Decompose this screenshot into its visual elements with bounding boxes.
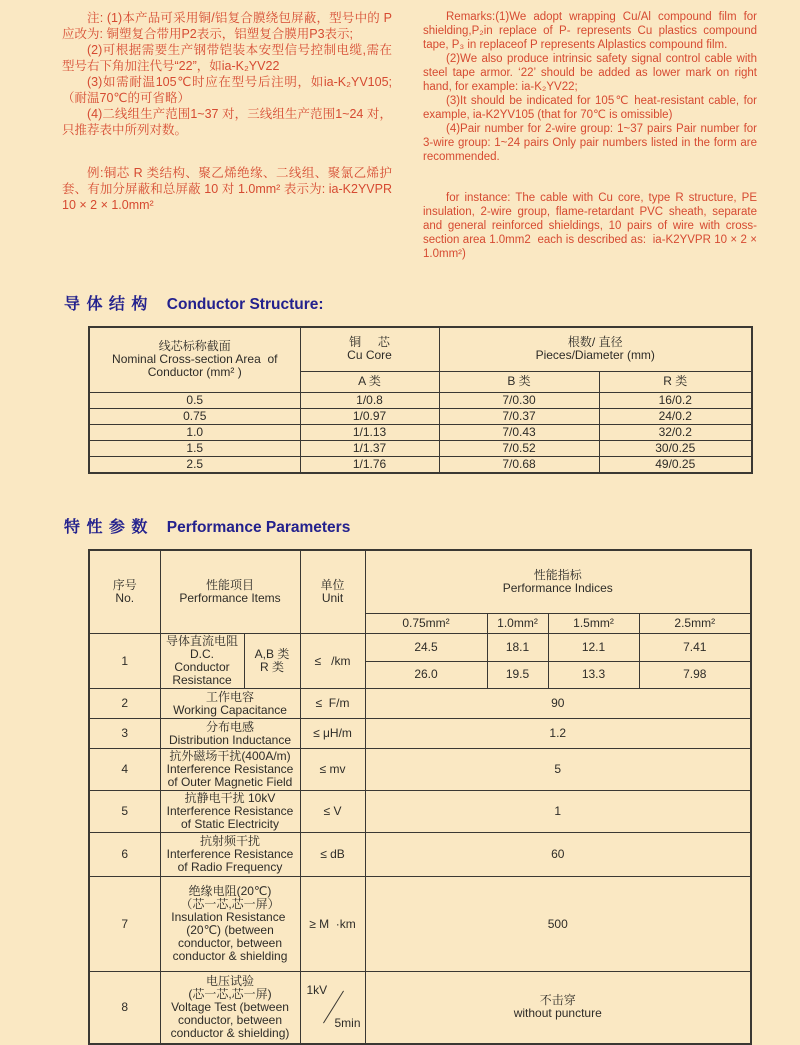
unit-cell: ≤ V bbox=[300, 791, 365, 833]
item-en: Interference Resistance of Radio Frequency bbox=[166, 847, 294, 874]
indices-header-cn: 性能指标 bbox=[533, 567, 582, 582]
conductor-structure-table bbox=[88, 326, 753, 474]
no-header-en: No. bbox=[115, 590, 135, 605]
conductor-structure-title-cn: 导 体 结 构 bbox=[64, 296, 149, 313]
item-en: Interference Resistance of Outer Magnetic Field bbox=[166, 762, 294, 789]
performance-parameters-title-en: Performance Parameters bbox=[166, 518, 351, 536]
unit-cell bbox=[300, 972, 365, 1044]
cu-core-header-cell bbox=[300, 327, 439, 371]
value-cell: 12.1 bbox=[548, 634, 639, 662]
items-header-cell bbox=[160, 550, 300, 634]
pieces-diameter-en: Pieces/Diameter (mm) bbox=[535, 348, 655, 363]
table-row bbox=[89, 791, 751, 833]
pieces-diameter-cn: 根数/ 直径 bbox=[567, 335, 623, 350]
fraction-numerator: 1kV bbox=[306, 983, 328, 998]
items-header-en: Performance Items bbox=[179, 590, 281, 605]
table-row bbox=[89, 689, 751, 719]
table-row bbox=[89, 833, 751, 877]
no-header-cell bbox=[89, 550, 160, 634]
item-cn: 绝缘电阻(20℃) bbox=[188, 884, 272, 898]
table-row bbox=[89, 424, 752, 440]
no-cell: 5 bbox=[89, 791, 160, 833]
value-cn: 不击穿 bbox=[539, 993, 576, 1008]
item-cell bbox=[160, 689, 300, 719]
value-cell: 7.98 bbox=[639, 661, 751, 689]
conductor-header-row-1 bbox=[89, 327, 752, 371]
table-row bbox=[89, 877, 751, 972]
no-header-cn: 序号 bbox=[112, 577, 137, 592]
performance-parameters-table bbox=[88, 549, 752, 1045]
remark-cn-3: (3)如需耐温105℃时应在型号后注明，如ia-K₂YV105;（耐温70℃的可省略） bbox=[62, 75, 392, 105]
remark-en-2: (2)We also produce intrinsic safety signal control cable with steel tape armor. ‘22’ should be added as lower mark on right hand, for example: ia-K₂YV22; bbox=[423, 53, 757, 93]
table-row bbox=[89, 749, 751, 791]
value-cell: 90 bbox=[365, 689, 751, 719]
value-cell bbox=[365, 972, 751, 1044]
indices-header-cell bbox=[365, 550, 751, 614]
size-column-header: 0.75mm² bbox=[365, 614, 487, 634]
class-b-header: B 类 bbox=[439, 371, 599, 392]
voltage-unit-fraction bbox=[303, 979, 363, 1035]
no-cell: 4 bbox=[89, 749, 160, 791]
remark-cn-example: 例:铜芯 R 类结构、聚乙烯绝缘、二线组、聚氯乙烯护套、有加分屏蔽和总屏蔽 10 对 1.0mm² 表示为: ia-K2YVPR 10 × 2 × 1.0mm² bbox=[62, 166, 392, 212]
conductor-structure-heading bbox=[64, 291, 800, 314]
pieces-diameter-header-cell bbox=[439, 327, 752, 371]
class-r-cell: 30/0.25 bbox=[599, 440, 752, 456]
unit-cell: ≤ dB bbox=[300, 833, 365, 877]
fraction-denominator: 5min bbox=[334, 1016, 361, 1031]
size-cell: 0.75 bbox=[89, 408, 300, 424]
remark-en-1: Remarks:(1)We adopt wrapping Cu/Al compound film for shielding,P₂in replace of P- represents Cu plastics compound tape, P₃ in replaceof P represents Alplastics compound film. bbox=[423, 11, 757, 51]
value-cell: 5 bbox=[365, 749, 751, 791]
value-cell: 26.0 bbox=[365, 661, 487, 689]
remarks-section bbox=[0, 0, 800, 261]
item-cn: 工作电容 bbox=[205, 689, 254, 704]
cu-core-en: Cu Core bbox=[347, 348, 392, 363]
class-b-cell: 7/0.37 bbox=[439, 408, 599, 424]
class-a-header: A 类 bbox=[300, 371, 439, 392]
value-cell: 13.3 bbox=[548, 661, 639, 689]
class-r-label: R 类 bbox=[259, 660, 284, 674]
item-en: Working Capacitance bbox=[173, 702, 287, 717]
remark-en-3: (3)It should be indicated for 105℃ heat-resistant cable, for example, ia-K2YV105 (that for 70℃ is omissible) bbox=[423, 95, 757, 121]
no-cell: 1 bbox=[89, 634, 160, 689]
nominal-area-en-1: Nominal Cross-section Area of bbox=[112, 352, 278, 367]
item-en: D.C. Conductor Resistance bbox=[172, 647, 232, 687]
remark-cn-2: (2)可根据需要生产钢带铠装本安型信号控制电缆,需在型号右下角加注代号“22”，如ia-K₂YV22 bbox=[62, 43, 392, 73]
unit-header-cn: 单位 bbox=[320, 577, 345, 592]
unit-cell: ≤ μH/m bbox=[300, 719, 365, 749]
class-a-cell: 1/0.97 bbox=[300, 408, 439, 424]
class-a-cell: 1/1.76 bbox=[300, 456, 439, 473]
item-cell bbox=[160, 877, 300, 972]
no-cell: 8 bbox=[89, 972, 160, 1044]
no-cell: 7 bbox=[89, 877, 160, 972]
size-cell: 1.5 bbox=[89, 440, 300, 456]
table-row bbox=[89, 456, 752, 473]
item-cell bbox=[160, 749, 300, 791]
table-row bbox=[89, 392, 752, 408]
remark-en-4: (4)Pair number for 2-wire group: 1~37 pairs Pair number for 3-wire group: 1~24 pairs Only pair numbers listed in the form are recommended. bbox=[423, 123, 757, 163]
class-r-cell: 32/0.2 bbox=[599, 424, 752, 440]
unit-cell: ≥ M ·km bbox=[300, 877, 365, 972]
unit-cell: ≤ /km bbox=[300, 634, 365, 689]
size-cell: 1.0 bbox=[89, 424, 300, 440]
items-header-cn: 性能项目 bbox=[205, 577, 254, 592]
item-cell bbox=[160, 634, 244, 689]
value-en: without puncture bbox=[513, 1006, 602, 1021]
item-cn: 抗外磁场干扰(400A/m) bbox=[169, 749, 291, 763]
nominal-area-cn: 线芯标称截面 bbox=[158, 339, 231, 354]
size-cell: 2.5 bbox=[89, 456, 300, 473]
class-r-cell: 16/0.2 bbox=[599, 392, 752, 408]
cu-core-cn: 铜 芯 bbox=[349, 335, 390, 350]
remarks-chinese-column bbox=[62, 10, 392, 261]
item-cn: 电压试验 bbox=[205, 973, 254, 988]
item-cn: 导体直流电阻 bbox=[165, 634, 238, 648]
item-en: Interference Resistance of Static Electricity bbox=[166, 804, 294, 831]
value-cell: 1 bbox=[365, 791, 751, 833]
remark-cn-4: (4)二线组生产范围1~37 对，三线组生产范围1~24 对，只推荐表中所列对数。 bbox=[62, 107, 392, 137]
class-a-cell: 1/0.8 bbox=[300, 392, 439, 408]
table-row bbox=[89, 719, 751, 749]
value-cell: 24.5 bbox=[365, 634, 487, 662]
class-b-cell: 7/0.68 bbox=[439, 456, 599, 473]
item-cn: 抗射频干扰 bbox=[199, 834, 260, 848]
unit-header-cell bbox=[300, 550, 365, 634]
item-cell bbox=[160, 719, 300, 749]
class-r-header: R 类 bbox=[599, 371, 752, 392]
class-a-cell: 1/1.13 bbox=[300, 424, 439, 440]
conductor-structure-title-en: Conductor Structure: bbox=[166, 296, 324, 313]
table-row bbox=[89, 408, 752, 424]
performance-header-row-1 bbox=[89, 550, 751, 614]
value-cell: 18.1 bbox=[487, 634, 548, 662]
class-ab-label: A,B 类 bbox=[254, 647, 290, 661]
value-cell: 500 bbox=[365, 877, 751, 972]
indices-header-en: Performance Indices bbox=[502, 580, 613, 595]
item-en: Insulation Resistance (20℃) (between conductor, between conductor & shielding bbox=[171, 910, 289, 963]
value-cell: 60 bbox=[365, 833, 751, 877]
class-sub-cell bbox=[244, 634, 300, 689]
item-cn-2: (芯一芯,芯一屏) bbox=[188, 986, 272, 1001]
value-cell: 1.2 bbox=[365, 719, 751, 749]
nominal-area-en-2: Conductor (mm² ) bbox=[147, 365, 242, 380]
table-row bbox=[89, 972, 751, 1044]
unit-cell: ≤ mv bbox=[300, 749, 365, 791]
no-cell: 6 bbox=[89, 833, 160, 877]
value-cell: 7.41 bbox=[639, 634, 751, 662]
remark-en-example: for instance: The cable with Cu core, type R structure, PE insulation, 2-wire group, flame-retardant PVC sheath, separate and general reinforced shieldings, 10 pairs of wire with cross-section area 1.0mm2 each is described as: ia-K2YVPR 10 × 2 × 1.0mm²) bbox=[423, 192, 757, 260]
item-cell bbox=[160, 833, 300, 877]
item-cell bbox=[160, 972, 300, 1044]
item-cn: 抗静电干扰 10kV bbox=[184, 791, 276, 805]
size-cell: 0.5 bbox=[89, 392, 300, 408]
no-cell: 3 bbox=[89, 719, 160, 749]
item-en: Distribution Inductance bbox=[168, 732, 292, 747]
size-column-header: 2.5mm² bbox=[639, 614, 751, 634]
class-b-cell: 7/0.52 bbox=[439, 440, 599, 456]
value-cell: 19.5 bbox=[487, 661, 548, 689]
class-a-cell: 1/1.37 bbox=[300, 440, 439, 456]
item-en: Voltage Test (between conductor, between conductor & shielding) bbox=[170, 999, 290, 1040]
size-column-header: 1.0mm² bbox=[487, 614, 548, 634]
nominal-area-header-cell bbox=[89, 327, 300, 392]
size-column-header: 1.5mm² bbox=[548, 614, 639, 634]
unit-header-en: Unit bbox=[321, 590, 344, 605]
class-r-cell: 49/0.25 bbox=[599, 456, 752, 473]
item-cn: 分布电感 bbox=[205, 719, 254, 734]
remark-cn-1: 注: (1)本产品可采用铜/铝复合膜绕包屏蔽，型号中的 P 应改为: 铜塑复合带用P2表示，铝塑复合膜用P3表示; bbox=[62, 11, 392, 41]
item-cell bbox=[160, 791, 300, 833]
performance-parameters-title-cn: 特 性 参 数 bbox=[64, 518, 149, 536]
class-b-cell: 7/0.30 bbox=[439, 392, 599, 408]
performance-parameters-heading bbox=[64, 514, 800, 537]
item-cn-2: （芯一芯,芯一屏） bbox=[180, 897, 280, 911]
table-row bbox=[89, 440, 752, 456]
remarks-english-column bbox=[423, 10, 757, 261]
table-row bbox=[89, 634, 751, 662]
no-cell: 2 bbox=[89, 689, 160, 719]
unit-cell: ≤ F/m bbox=[300, 689, 365, 719]
class-r-cell: 24/0.2 bbox=[599, 408, 752, 424]
class-b-cell: 7/0.43 bbox=[439, 424, 599, 440]
